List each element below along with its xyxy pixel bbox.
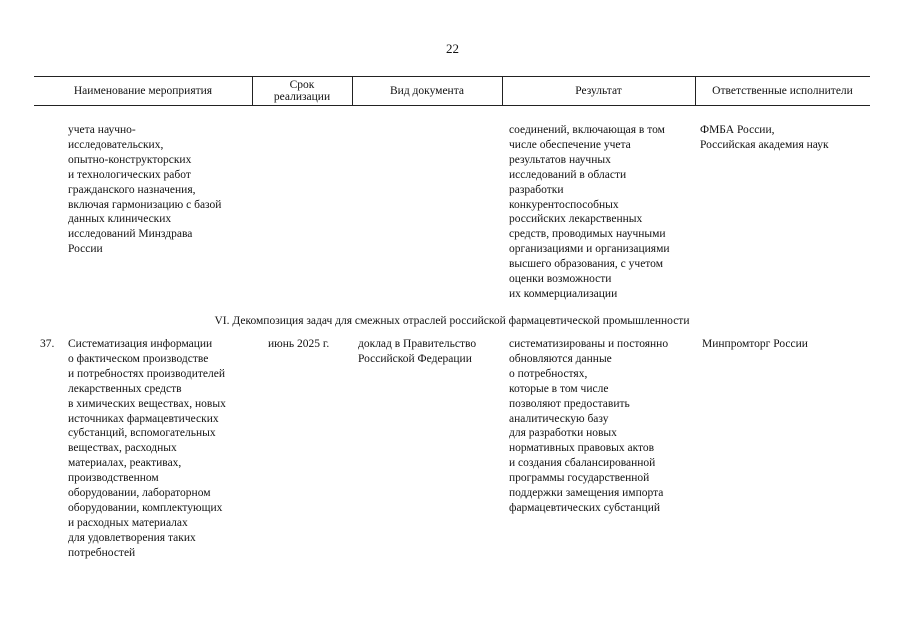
- row-37-doc-type-cell: доклад в Правительство Российской Федерации: [358, 338, 477, 365]
- column-header-term: Срок реализации: [273, 79, 331, 103]
- continued-executors-cell: ФМБА России, Российская академия наук: [700, 124, 829, 151]
- continued-name-cell: учета научно- исследовательских, опытно-конструкторских и технологических работ гражданского назначения, включая гармонизацию с базой данных клинических исследований Минздрава России: [68, 124, 222, 256]
- row-37-term-cell: июнь 2025 г.: [268, 338, 330, 350]
- row-37-result-cell: систематизированы и постоянно обновляются данные о потребностях, которые в том числе позволяют предоставить аналитическую базу для разработки новых нормативных правовых актов и создания сбалансированной программы государственной поддержки замещения импорта фармацевтических субстанций: [509, 338, 669, 514]
- column-header-name: Наименование мероприятия: [73, 85, 213, 97]
- column-header-doc-type: Вид документа: [390, 85, 464, 97]
- page-number: 22: [446, 41, 459, 56]
- column-header-executors: Ответственные исполнители: [712, 85, 853, 97]
- column-header-result: Результат: [575, 85, 622, 97]
- row-37-name-cell: Систематизация информации о фактическом производстве и потребностях производителей лекарственных средств в химических веществах, новых источниках фармацевтических субстанций, вспомогательных веществах, расходных материалах, реактивах, производственном оборудовании, лабораторном оборудовании, комплектующих и расходных материалах для удовлетворения таких потребностей: [68, 338, 226, 559]
- continued-result-cell: соединений, включающая в том числе обеспечение учета результатов научных исследований в области разработки конкурентоспособных российских лекарственных средств, проводимых научными организациями и организациями высшего образования, с учетом оценки возможности их коммерциализации: [509, 124, 670, 300]
- section-heading: VI. Декомпозиция задач для смежных отраслей российской фармацевтической промышленности: [214, 315, 690, 327]
- row-37-executors-cell: Минпромторг России: [702, 338, 808, 350]
- row-number: 37.: [40, 338, 55, 350]
